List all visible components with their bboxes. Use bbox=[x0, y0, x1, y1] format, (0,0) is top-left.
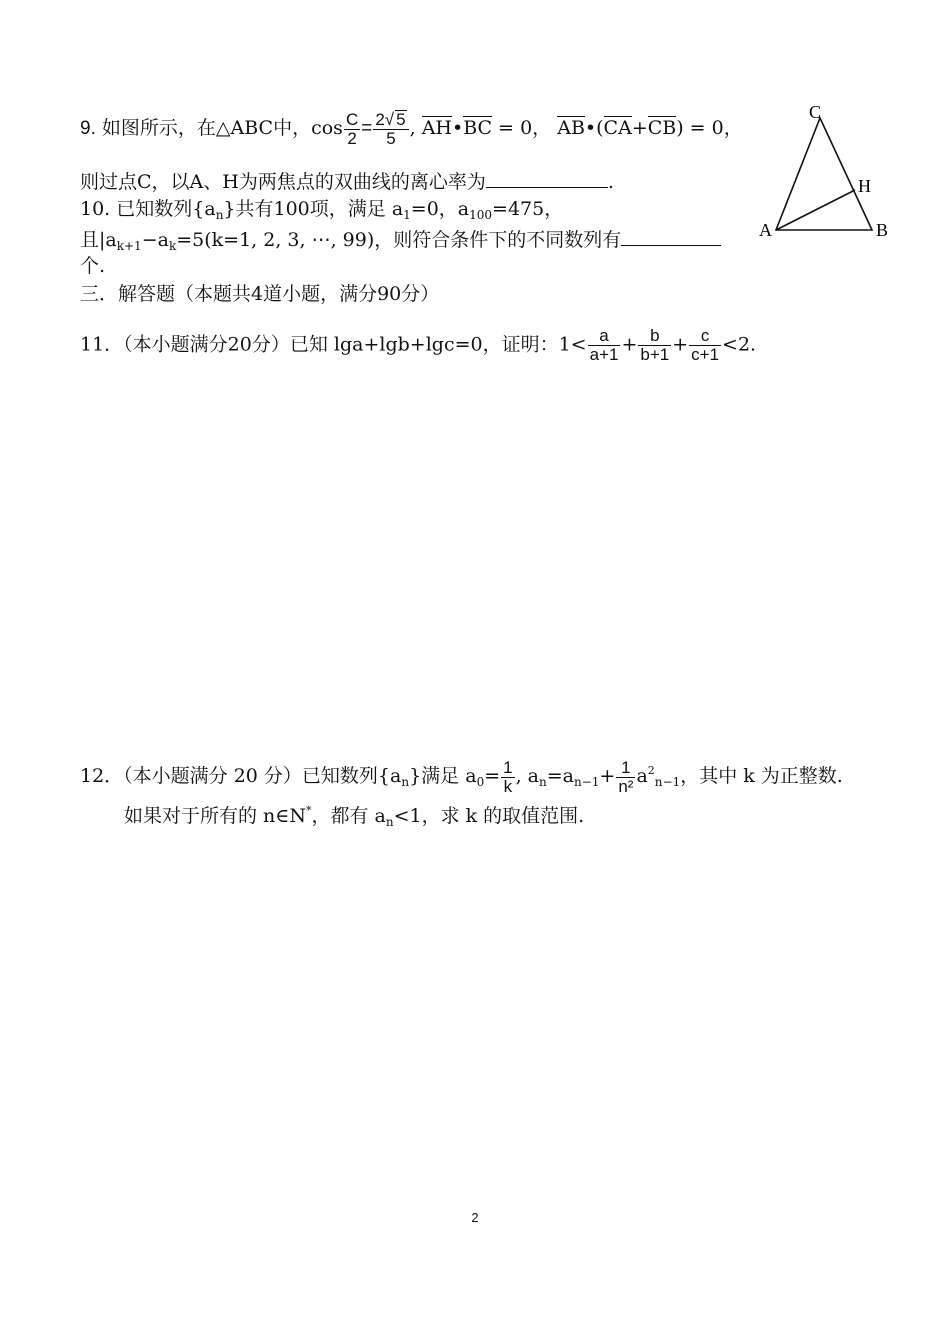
q9-number: 9. bbox=[80, 118, 96, 139]
q11-line: 11．（本小题满分20分）已知 lga+lgb+lgc=0，证明：1< $\frac{a}{a+1}$ + $\frac{b}{b+1}$ + $\frac{c}{c+1}$ <2. bbox=[80, 326, 757, 364]
cos-half-angle-fraction: $\frac{C}{2}$ bbox=[345, 109, 359, 148]
triangle-abc-figure bbox=[750, 100, 900, 250]
q9-text: 如图所示，在△ABC中，cos bbox=[101, 117, 343, 139]
triangle-abc bbox=[776, 118, 872, 230]
q12-line-2: 如果对于所有的 n∈N*，都有 $a_n<1$，求 k 的取值范围. bbox=[124, 804, 585, 829]
q11-fraction-a: $\frac{a}{a+1}$ bbox=[589, 326, 619, 364]
vector-bc: BC bbox=[463, 117, 493, 139]
q11-fraction-b: $\frac{b}{b+1}$ bbox=[640, 326, 670, 364]
q9-line-1: 9. 如图所示，在△ABC中，cos $\frac{C}{2}$ = $\frac{2√ 5}{5}$ , AH•BC = 0， AB•(CA+CB) = 0， bbox=[80, 109, 743, 148]
q10-answer-blank[interactable] bbox=[621, 225, 721, 246]
cos-value-fraction: $\frac{2√ 5}{5}$ bbox=[373, 110, 408, 148]
q10-line-3: 个. bbox=[80, 255, 106, 277]
vector-cb: CB bbox=[647, 117, 677, 139]
label-b: B bbox=[876, 220, 889, 240]
q10-line-1: 10. 已知数列$\{a_n\}$共有100项，满足 $a_1=0$，$a_{100}=475$， bbox=[80, 198, 564, 222]
vector-ah: AH bbox=[421, 117, 452, 139]
label-c: C bbox=[809, 102, 822, 122]
page-number: 2 bbox=[471, 1210, 479, 1225]
q10-line-2: 且$|a_{k+1}-a_k=5(k=1$, 2, 3, ⋯, 99)，则符合条件下的不同数列有 bbox=[80, 225, 721, 259]
q9-line-2: 则过点C，以A、H为两焦点的双曲线的离心率为 . bbox=[80, 167, 614, 195]
q12-line-1: 12．（本小题满分 20 分）已知数列$\{a_n\}$满足 $a_0=$ $\frac{1}{k}$ , $a_n=a_{n-1}+$ $\frac{1}{\text{n²}}$ $a^2_{n-1}$，其中 k 为正整数. bbox=[80, 757, 843, 796]
vector-ca: CA bbox=[603, 117, 632, 139]
segment-ah bbox=[776, 190, 855, 230]
vector-ab: AB bbox=[557, 117, 585, 139]
q9-answer-blank[interactable] bbox=[486, 167, 608, 188]
q11-fraction-c: $\frac{c}{c+1}$ bbox=[691, 326, 720, 364]
section-3-heading: 三．解答题（本题共4道小题，满分90分） bbox=[80, 283, 440, 305]
label-a: A bbox=[759, 220, 772, 240]
label-h: H bbox=[858, 176, 871, 196]
q12-fraction-1-over-k: $\frac{1}{k}$ bbox=[503, 757, 513, 796]
q12-fraction-1-over-n2: $\frac{1}{\text{n²}}$ bbox=[618, 757, 634, 796]
